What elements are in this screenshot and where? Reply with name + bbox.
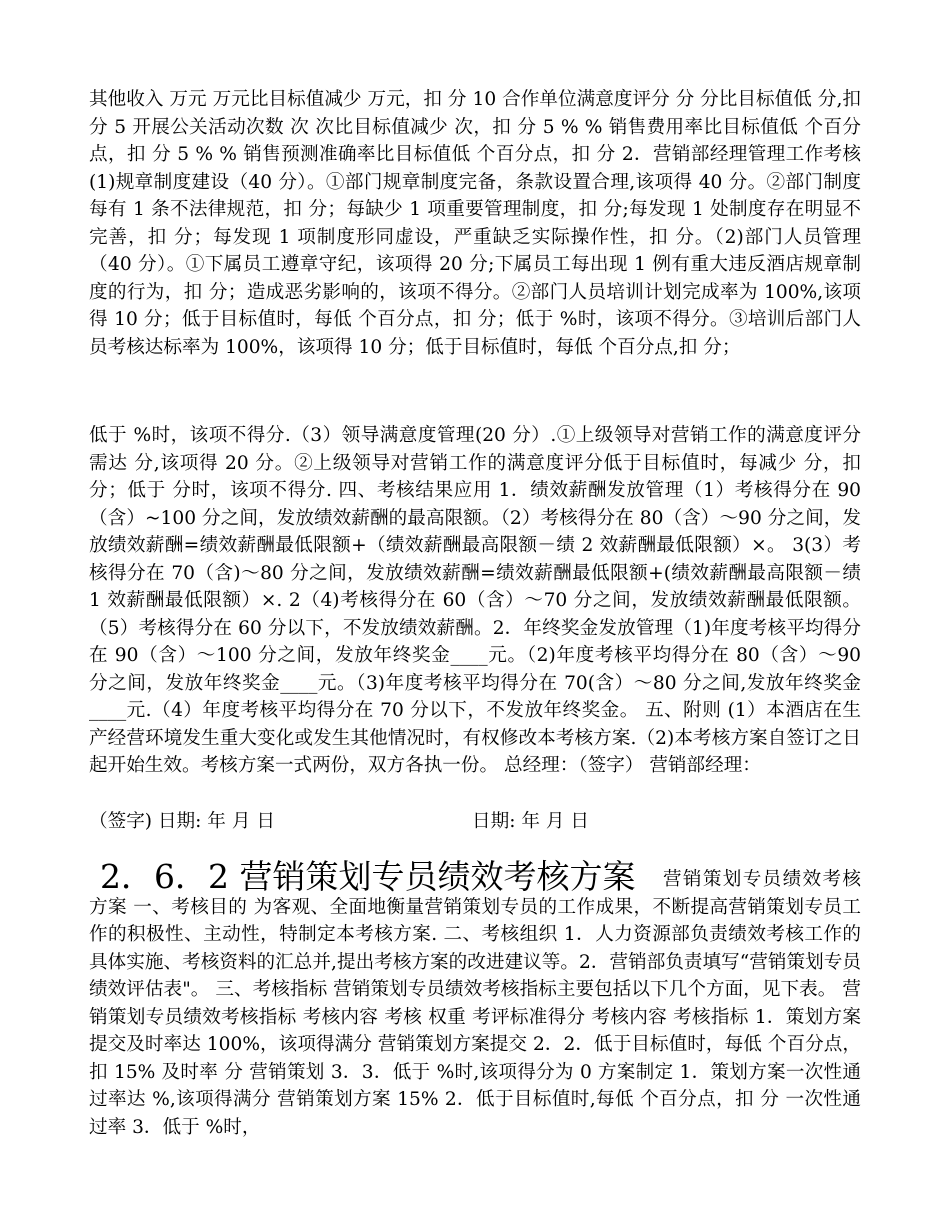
signature-date-line — [89, 808, 861, 836]
signature-date-left: （签字) 日期: 年 月 日 — [89, 811, 275, 832]
body-paragraph-kpi-and-manager-assessment: 其他收入 万元 万元比目标值减少 万元，扣 分 10 合作单位满意度评分 分 分比目标值低 分,扣 分 5 开展公关活动次数 次 次比目标值减少 次，扣 分 5 % % 销售费用率比目标值低 个百分点，扣 分 5 % % 销售预测准确率比目标值低 个百分点，扣 分 2．营销部经理管理工作考核 (1)规章制度建设（40 分）。①部门规章制度完备，条款设置合理,该项得 40 分。②部门制度每有 1 条不法律规范，扣 分；每缺少 1 项重要管理制度，扣 分;每发现 1 处制度存在明显不完善，扣 分；每发现 1 项制度形同虚设，严重缺乏实际操作性，扣 分。（2)部门人员管理（40 分）。①下属员工遵章守纪，该项得 20 分;下属员工每出现 1 例有重大违反酒店规章制度的行为，扣 分；造成恶劣影响的，该项不得分。②部门人员培训计划完成率为 100%,该项得 10 分；低于目标值时，每低 个百分点，扣 分；低于 %时，该项不得分。③培训后部门人员考核达标率为 100%，该项得 10 分；低于目标值时，每低 个百分点,扣 分； — [89, 89, 861, 358]
signature-date-right: 日期: 年 月 日 — [472, 811, 589, 832]
section-heading: 2．6．2 营销策划专员绩效考核方案 — [100, 857, 636, 896]
body-paragraph-results-application: 低于 %时，该项不得分.（3）领导满意度管理(20 分）.①上级领导对营销工作的满意度评分需达 分,该项得 20 分。②上级领导对营销工作的满意度评分低于目标值时，每减少 分，扣 分；低于 分时，该项不得分. 四、考核结果应用 1．绩效薪酬发放管理（1）考核得分在 90（含）~100 分之间，发放绩效薪酬的最高限额。（2）考核得分在 80（含）～90 分之间，发放绩效薪酬=绩效薪酬最低限额+（绩效薪酬最高限额－绩 2 效薪酬最低限额）×。 3(3）考核得分在 70（含)～80 分之间，发放绩效薪酬=绩效薪酬最低限额+(绩效薪酬最高限额－绩 1 效薪酬最低限额）×. 2（4)考核得分在 60（含）～70 分之间，发放绩效薪酬最低限额。（5）考核得分在 60 分以下，不发放绩效薪酬。2．年终奖金发放管理（1)年度考核平均得分在 90（含）～100 分之间，发放年终奖金____元。（2)年度考核平均得分在 80（含）～90 分之间，发放年终奖金____元。（3)年度考核平均得分在 70(含）～80 分之间,发放年终奖金____元.（4）年度考核平均得分在 70 分以下，不发放年终奖金。 五、附则 (1）本酒店在生产经营环境发生重大变化或发生其他情况时，有权修改本考核方案.（2)本考核方案自签订之日起开始生效。考核方案一式两份，双方各执一份。 总经理：（签字） 营销部经理： — [89, 425, 861, 776]
body-paragraph-planner-assessment: 营销策划专员绩效考核方案 一、考核目的 为客观、全面地衡量营销策划专员的工作成果，不断提高营销策划专员工作的积极性、主动性，特制定本考核方案. 二、考核组织 1．人力资源部负责绩效考核工作的具体实施、考核资料的汇总并,提出考核方案的改进建议等。2．营销部负责填写“营销策划专员绩效评估表"。 三、考核指标 营销策划专员绩效考核指标主要包括以下几个方面，见下表。 营销策划专员绩效考核指标 考核内容 考核 权重 考评标准得分 考核内容 考核指标 1．策划方案提交及时率达 100%，该项得满分 营销策划方案提交 2．2．低于目标值时，每低 个百分点，扣 15% 及时率 分 营销策划 3．3．低于 %时,该项得分为 0 方案制定 1．策划方案一次性通过率达 %,该项得满分 营销策划方案 15% 2．低于目标值时,每低 个百分点，扣 分 一次性通过率 3．低于 %时， — [89, 869, 861, 1138]
